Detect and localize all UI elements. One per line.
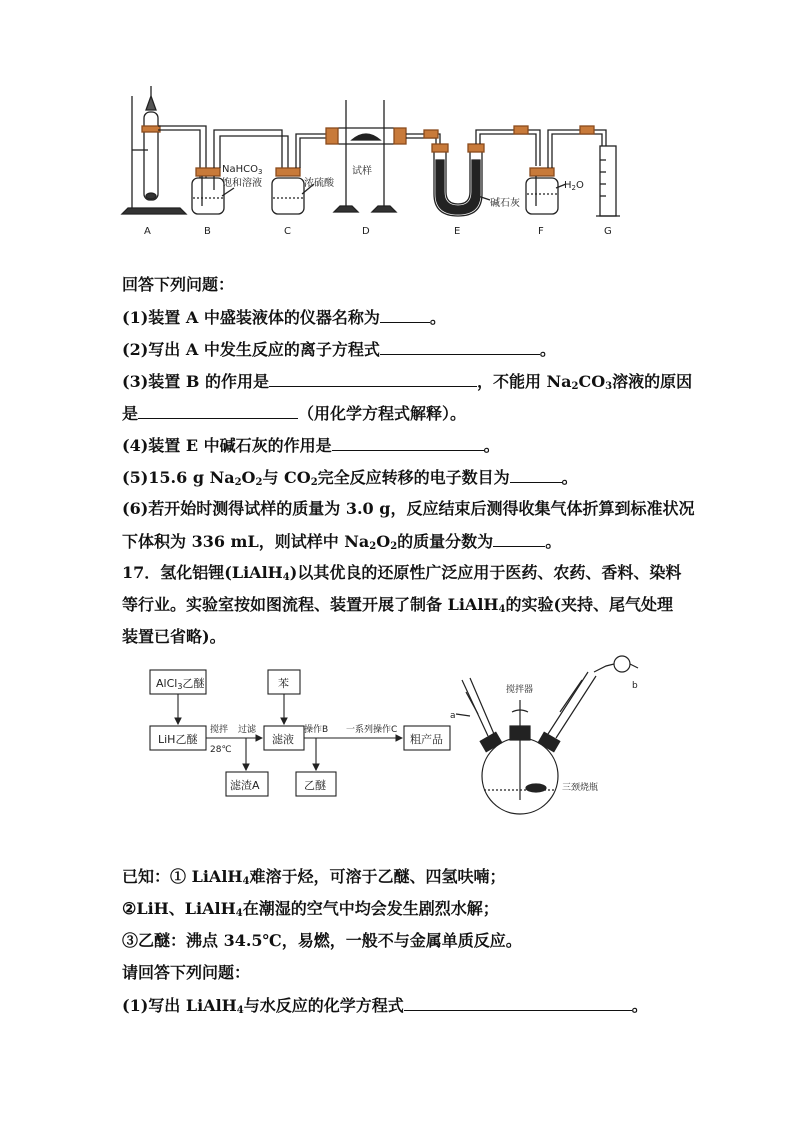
e-reagent: 碱石灰 <box>490 198 520 209</box>
q4-text: (4)装置 E 中碱石灰的作用是 <box>122 436 332 455</box>
q6-b: 下体积为 336 mL，则试样中 Na <box>122 532 370 551</box>
known-l1-sub: 4 <box>242 876 250 887</box>
flask-label: 三颈烧瓶 <box>562 783 599 793</box>
known-l2-b: 在潮湿的空气中均会发生剧烈水解； <box>242 899 499 918</box>
label-f: F <box>538 226 544 237</box>
apparatus-e <box>432 126 540 216</box>
c-reagent: 浓硫酸 <box>304 178 334 189</box>
q4-end: 。 <box>483 436 500 455</box>
stirrer-label: 搅拌器 <box>506 685 534 695</box>
known-l2-sub: 4 <box>235 908 243 919</box>
known-line-2 <box>122 898 499 925</box>
label-a: A <box>144 226 151 237</box>
series-label: 一系列操作C <box>346 725 398 735</box>
q5-d: 完全反应转移的电子数目为 <box>317 468 510 487</box>
apparatus-a <box>122 86 206 214</box>
label-g: G <box>604 226 612 237</box>
q3-c-end: （用化学方程式解释）。 <box>298 404 467 423</box>
known-l5-b: 与水反应的化学方程式 <box>243 996 404 1015</box>
questions-heading: 回答下列问题： <box>122 275 235 294</box>
apparatus-diagram-1 <box>0 0 800 250</box>
q6-a: (6)若开始时测得试样的质量为 3.0 g，反应结束后测得收集气体折算到标准状况 <box>122 499 695 518</box>
label-d: D <box>362 226 370 237</box>
q2-blank[interactable] <box>380 338 540 355</box>
alcl3-text-b: 乙醚 <box>182 677 205 690</box>
question-1 <box>122 306 446 329</box>
filtrate-text: 滤液 <box>272 733 294 746</box>
known-line-3: ③乙醚：沸点 34.5℃，易燃，一般不与金属单质反应。 <box>122 931 522 950</box>
known-line-1 <box>122 866 506 893</box>
q6-sub1: 2 <box>369 541 377 552</box>
q3-a: (3)装置 B 的作用是 <box>122 372 269 391</box>
q6-sub2: 2 <box>390 541 398 552</box>
f-reagent-o: O <box>576 180 584 191</box>
question-3-cont <box>122 402 466 425</box>
q6-blank[interactable] <box>493 530 545 547</box>
ether-text: 乙醚 <box>304 779 326 792</box>
crude-text: 粗产品 <box>410 733 443 746</box>
label-c: C <box>284 226 291 237</box>
svg-text:NaHCO3 <box>222 164 262 176</box>
svg-text:H2O <box>564 180 584 192</box>
q5-blank[interactable] <box>510 466 562 483</box>
lih-text: LiH乙醚 <box>158 733 198 746</box>
q2-end: 。 <box>539 340 556 359</box>
b-reagent-text: 饱和溶液 <box>222 178 262 189</box>
q5-b: O <box>241 468 256 487</box>
apparatus-f <box>526 126 606 214</box>
q3-b: ，不能用 Na <box>476 372 572 391</box>
known-l2-a: ②LiH、LiAlH <box>122 899 236 918</box>
question-5 <box>122 466 578 494</box>
b-reagent-sub: 3 <box>257 168 263 176</box>
q5-c: 与 CO <box>262 468 311 487</box>
p17-l2-b: 的实验(夹持、尾气处理 <box>505 595 674 614</box>
question-6 <box>122 498 694 520</box>
q5-sub1: 2 <box>234 477 242 488</box>
known-l5-a: (1)写出 LiAlH <box>122 996 237 1015</box>
b-reagent-formula: NaHCO <box>222 164 258 175</box>
alcl3-sub: 3 <box>177 682 183 691</box>
label-b-2: b <box>632 681 638 691</box>
q5-sub2: 2 <box>255 477 263 488</box>
f-reagent-sub: 2 <box>571 184 576 192</box>
known-l5-end: 。 <box>631 996 648 1015</box>
flowchart-and-apparatus <box>0 650 800 850</box>
svg-text:AlCl3乙醚 <box>156 676 205 691</box>
label-a-2: a <box>450 711 456 721</box>
q5-end: 。 <box>561 468 578 487</box>
known-line-4: 请回答下列问题： <box>122 963 251 982</box>
q3-c: 是 <box>122 404 139 423</box>
problem-17-line-3: 装置已省略)。 <box>122 627 226 646</box>
p17-l2-a: 等行业。实验室按如图流程、装置开展了制备 LiAlH <box>122 595 499 614</box>
p17-l1-a: 17．氢化铝锂(LiAlH <box>122 563 283 582</box>
q3-b2: CO <box>578 372 606 391</box>
benzene-text: 苯 <box>278 677 289 690</box>
alcl3-text: AlCl <box>156 677 178 690</box>
q1-end: 。 <box>429 308 446 327</box>
p17-l1-b: )以其优良的还原性广泛应用于医药、农药、香料、染料 <box>289 563 682 582</box>
apparatus-g <box>596 146 620 216</box>
known-line-5 <box>122 994 648 1022</box>
p17-l1-sub: 4 <box>282 572 290 583</box>
known-l1-b: 难溶于烃，可溶于乙醚、四氢呋喃； <box>249 867 506 886</box>
problem-17-line-2 <box>122 594 673 621</box>
p17-l2-sub: 4 <box>498 604 506 615</box>
q3-blank-1[interactable] <box>269 370 477 387</box>
question-4 <box>122 434 500 457</box>
q3-b3: 溶液的原因 <box>612 372 693 391</box>
temp-label: 28℃ <box>210 745 232 755</box>
q3-b-sub1: 2 <box>571 381 579 392</box>
q1-text: (1)装置 A 中盛装液体的仪器名称为 <box>122 308 380 327</box>
residue-text: 滤渣A <box>230 779 260 792</box>
known-l5-sub: 4 <box>236 1005 244 1016</box>
filter-label: 过滤 <box>238 725 257 735</box>
question-6-cont <box>122 530 561 558</box>
three-neck-flask-apparatus <box>456 656 638 814</box>
label-e: E <box>454 226 461 237</box>
q4-blank[interactable] <box>332 434 484 451</box>
label-b: B <box>204 226 211 237</box>
q5-a: (5)15.6 g Na <box>122 468 235 487</box>
question-2 <box>122 338 556 361</box>
problem-17-line-1 <box>122 562 681 589</box>
known-l5-blank[interactable] <box>404 994 632 1011</box>
q6-d: 的质量分数为 <box>397 532 494 551</box>
apparatus-d <box>326 100 440 212</box>
f-reagent-h: H <box>564 180 572 191</box>
q3-b-sub2: 3 <box>605 381 613 392</box>
q5-sub3: 2 <box>310 477 318 488</box>
question-3 <box>122 370 692 398</box>
q3-blank-2[interactable] <box>138 402 298 419</box>
q2-text: (2)写出 A 中发生反应的离子方程式 <box>122 340 380 359</box>
q1-blank[interactable] <box>380 306 430 323</box>
opb-label: 操作B <box>304 725 329 735</box>
stir-label: 搅拌 <box>210 725 229 735</box>
q6-c: O <box>376 532 391 551</box>
known-l1-a: 已知：① LiAlH <box>122 867 243 886</box>
d-reagent: 试样 <box>352 166 372 177</box>
q6-end: 。 <box>545 532 562 551</box>
